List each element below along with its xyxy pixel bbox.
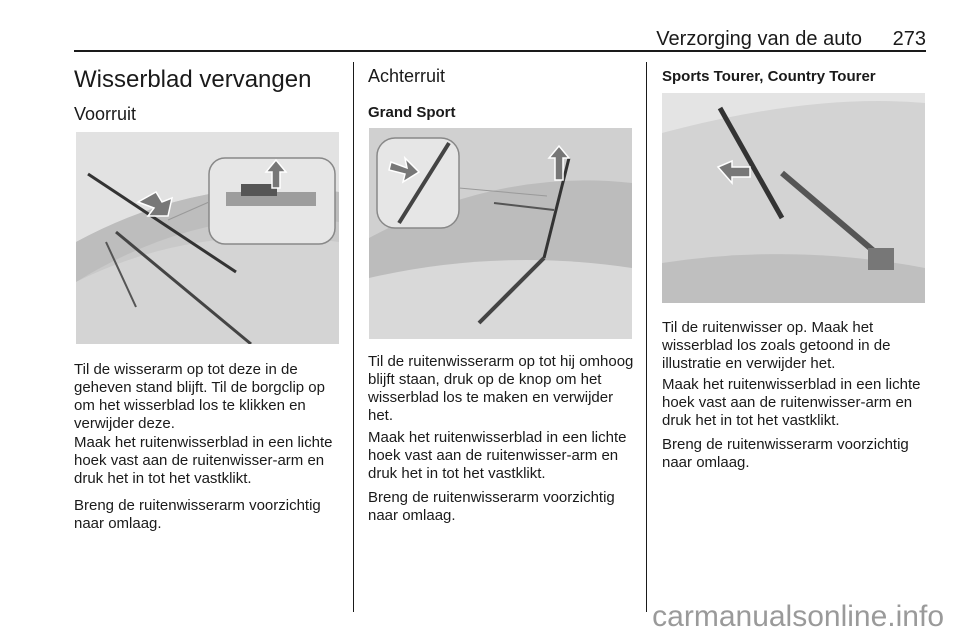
windshield-wiper-figure [76, 132, 339, 344]
subheading-sports-tourer: Sports Tourer, Country Tourer [662, 68, 876, 85]
column-divider-2 [646, 62, 647, 612]
paragraph-3: Breng de ruitenwisserarm voorzichtig naar omlaag. [74, 497, 321, 532]
rear-wiper-sports-tourer-figure [662, 93, 925, 303]
rear-wiper-grand-sport-figure [369, 128, 632, 339]
subheading-grand-sport: Grand Sport [368, 104, 456, 121]
paragraph-2: Maak het ruitenwisserblad in een lichte hoek vast aan de ruitenwisser-arm en druk het in tot het vastklikt. [74, 434, 333, 487]
paragraph-8: Maak het ruitenwisserblad in een lichte hoek vast aan de ruitenwisser-arm en druk het in tot het vastklikt. [662, 376, 921, 429]
page-header [74, 28, 926, 50]
subheading-achterruit: Achterruit [368, 66, 446, 86]
paragraph-9: Breng de ruitenwisserarm voorzichtig naar omlaag. [662, 436, 909, 471]
paragraph-5: Maak het ruitenwisserblad in een lichte hoek vast aan de ruitenwisser-arm en druk het in tot het vastklikt. [368, 429, 627, 482]
paragraph-6: Breng de ruitenwisserarm voorzichtig naar omlaag. [368, 489, 615, 524]
subheading-voorruit: Voorruit [74, 104, 137, 124]
paragraph-1: Til de wisserarm op tot deze in de geheven stand blijft. Til de borgclip op om het wisserblad los te klikken en verwijder deze. [74, 361, 325, 432]
header-rule [74, 50, 926, 52]
section-heading: Wisserblad vervangen [74, 66, 312, 93]
paragraph-4: Til de ruitenwisserarm op tot hij omhoog blijft staan, druk op de knop om het wisserblad los te maken en verwijder het. [368, 353, 634, 424]
watermark: carmanualsonline.info [652, 600, 944, 633]
paragraph-7: Til de ruitenwisser op. Maak het wisserblad los zoals getoond in de illustratie en verwijder het. [662, 319, 891, 372]
page-number: 273 [892, 28, 926, 50]
section-title: Verzorging van de auto [656, 28, 862, 50]
column-divider-1 [353, 62, 354, 612]
